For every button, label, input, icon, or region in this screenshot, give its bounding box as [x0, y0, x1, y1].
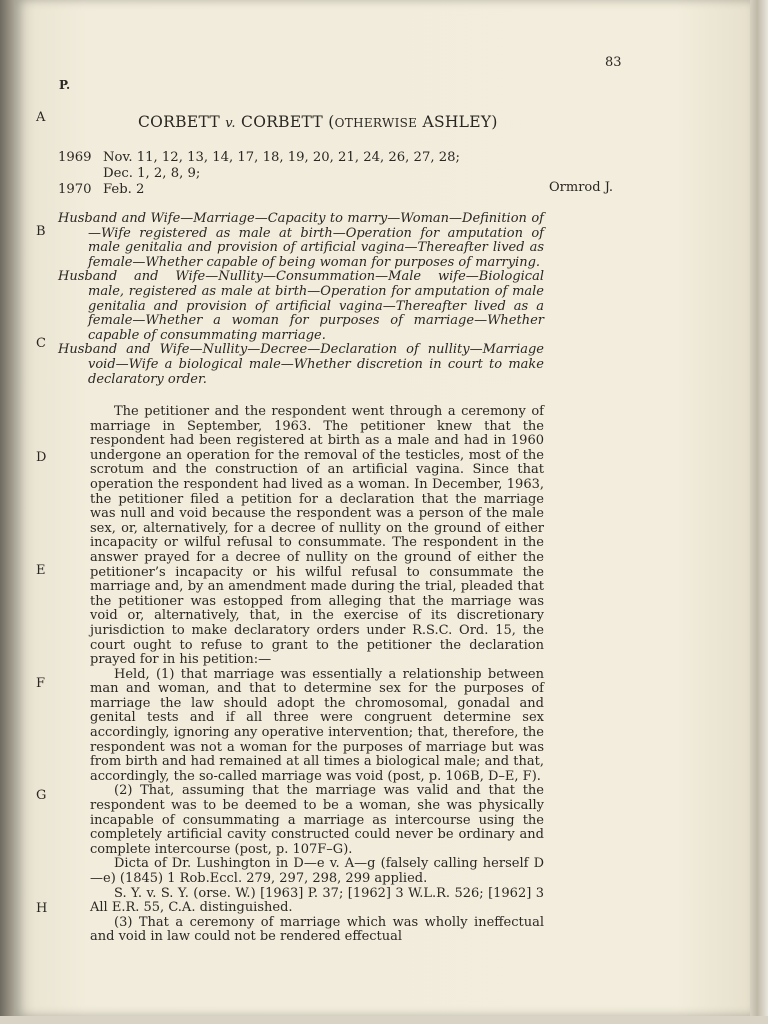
title-otherwise: OTHERWISE: [334, 116, 418, 130]
body-paragraph: (2) That, assuming that the marriage was valid and that the respondent was to be deemed to be a woman, she was physically incapable of consummating a marriage as intercourse using the completely artificial cavity constructed could never be ordinary and complete intercourse (post, p. 107F–G).: [90, 783, 544, 857]
body-paragraph: (3) That a ceremony of marriage which was wholly ineffectual and void in law could not be rendered effectual: [90, 914, 544, 945]
body-paragraph: The petitioner and the respondent went through a ceremony of marriage in September, 1963. The petitioner knew that the respondent had been registered at birth as a male and had in 1960 undergone an operation for the removal of the testicles, most of the scrotum and the construction of an artificial vagina. Since that operation the respondent had lived as a woman. In December, 1963, the petitioner filed a petition for a declaration that the marriage was null and void because the respondent was a person of the male sex, or, alternatively, for a decree of nullity on the ground of either incapacity or wilful refusal to consummate. The respondent in the answer prayed for a decree of nullity on the ground of either the petitioner’s incapacity or his wilful refusal to consummate the marriage and, by an amendment made during the trial, pleaded that the petitioner was estopped from alleging that the marriage was void or, alternatively, that, in the exercise of its discretionary jurisdiction to make declaratory orders under R.S.C. Ord. 15, the court ought to refuse to grant to the petitioner the declaration prayed for in his petition:—: [90, 404, 544, 668]
page-edge: [750, 0, 768, 1024]
margin-letter: H: [36, 901, 48, 916]
title-party-right: CORBETT (: [241, 113, 335, 131]
margin-letter: C: [36, 336, 46, 351]
date-row: [58, 182, 460, 198]
margin-letter: B: [36, 224, 46, 239]
margin-letter: F: [36, 676, 46, 691]
headnote-body: [90, 405, 544, 945]
date-text: Feb. 2: [103, 182, 145, 197]
hearing-dates: [58, 150, 460, 198]
margin-letter: G: [36, 788, 47, 803]
margin-letter: E: [36, 563, 46, 578]
headnote-catchwords: Husband and Wife—Nullity—Consummation—Male wife—Biological male, registered as male at birth—Operation for amputation of male genitalia and provision of artificial vagina—Thereafter lived as a female—Whether a woman for purposes of marriage—Whether capable of consummating marriage.: [58, 269, 544, 343]
margin-letter: D: [36, 450, 47, 465]
date-text: Nov. 11, 12, 13, 14, 17, 18, 19, 20, 21, 24, 26, 27, 28;: [103, 150, 460, 165]
headnote: [58, 212, 544, 387]
page-bottom-edge: [0, 1016, 768, 1024]
title-end: ASHLEY): [417, 113, 498, 131]
body-paragraph: Held, (1) that marriage was essentially a relationship between man and woman, and that to determine sex for the purposes of marriage the law should adopt the chromosomal, gonadal and genital tests and if all three were congruent determine sex accordingly, ignoring any operative intervention; that, therefore, the respondent was not a woman for the purposes of marriage but was from birth and had remained at all times a biological male; and that, accordingly, the so-called marriage was void (post, p. 106B, D–E, F).: [90, 666, 544, 784]
body-paragraph: S. Y. v. S. Y. (orse. W.) [1963] P. 37; [1962] 3 W.L.R. 526; [1962] 3 All E.R. 55, C.A. distinguished.: [90, 885, 544, 916]
date-row: [58, 150, 460, 166]
title-versus: v.: [225, 116, 236, 131]
headnote-catchwords: Husband and Wife—Nullity—Decree—Declaration of nullity—Marriage void—Wife a biological male—Whether discretion in court to make declaratory order.: [58, 342, 544, 387]
book-gutter: [0, 0, 14, 1024]
page-number: 83: [605, 55, 622, 70]
title-party-left: CORBETT: [138, 113, 221, 131]
case-title: [138, 113, 498, 131]
headnote-catchwords: Husband and Wife—Marriage—Capacity to marry—Woman—Definition of—Wife registered as male at birth—Operation for amputation of male genitalia and provision of artificial vagina—Thereafter lived as female—Whether capable of being woman for purposes of marrying.: [58, 211, 544, 270]
margin-letter: A: [36, 110, 46, 125]
date-text: Dec. 1, 2, 8, 9;: [103, 166, 201, 181]
body-paragraph: Dicta of Dr. Lushington in D—e v. A—g (falsely calling herself D—e) (1845) 1 Rob.Eccl. 279, 297, 298, 299 applied.: [90, 856, 544, 886]
report-mark: P.: [59, 78, 71, 92]
judge-name: Ormrod J.: [549, 180, 614, 195]
date-year: 1969: [58, 150, 92, 165]
date-year: 1970: [58, 182, 92, 197]
date-row: [58, 166, 460, 182]
